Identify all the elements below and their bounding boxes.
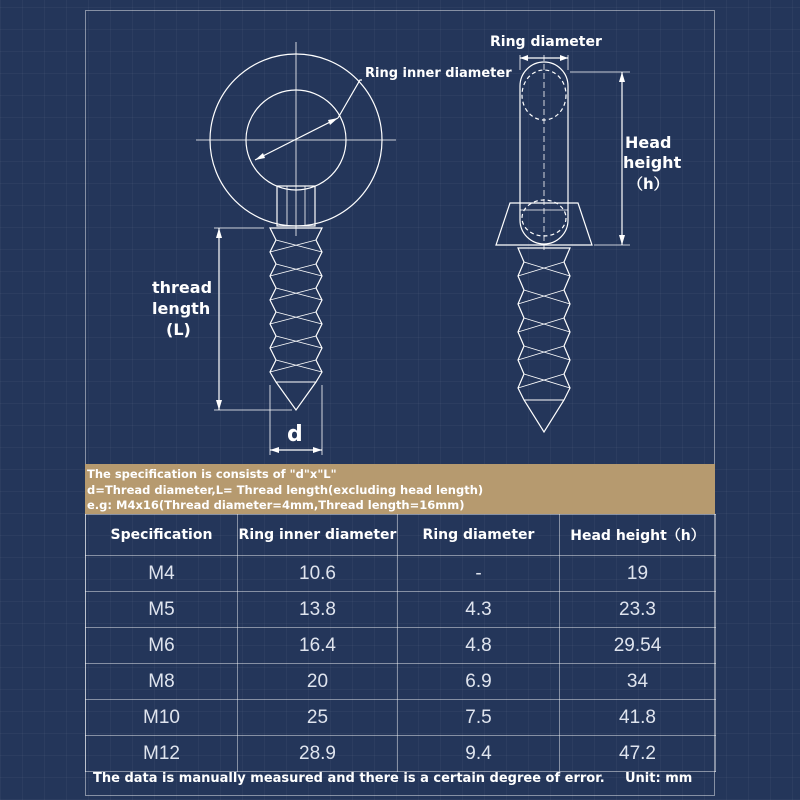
cell-ring-diameter: 6.9	[398, 664, 560, 700]
thread-length-label-line2: length	[152, 299, 211, 318]
cell-specification: M12	[86, 736, 238, 772]
side-thread	[518, 248, 570, 432]
table-row	[86, 628, 716, 664]
table-row	[86, 592, 716, 628]
thread-diameter-label: d	[287, 422, 303, 447]
arrowhead	[255, 153, 265, 160]
cell-head-height: 34	[560, 664, 716, 700]
leader-line	[338, 80, 362, 118]
cell-ring-inner-diameter: 20	[238, 664, 398, 700]
cell-head-height: 29.54	[560, 628, 716, 664]
note-line-2: d=Thread diameter,L= Thread length(excluding head length)	[87, 482, 484, 497]
footer	[85, 762, 715, 796]
head-height-label-line1: Head	[625, 133, 672, 152]
cell-ring-inner-diameter: 13.8	[238, 592, 398, 628]
ring-inner-diameter-label: Ring inner diameter	[365, 66, 512, 81]
table-row	[86, 664, 716, 700]
cell-specification: M8	[86, 664, 238, 700]
note-line-3: e.g: M4x16(Thread diameter=4mm,Thread length=16mm)	[87, 498, 465, 512]
spec-table	[85, 514, 716, 772]
header-head-height: Head height（h）	[560, 515, 716, 556]
thread-length-label-line1: thread	[152, 278, 213, 297]
head-height-label-line3: （h）	[628, 175, 669, 193]
cell-head-height: 23.3	[560, 592, 716, 628]
header-ring-inner-diameter: Ring inner diameter	[238, 515, 398, 556]
cell-ring-diameter: -	[398, 556, 560, 592]
cell-head-height: 19	[560, 556, 716, 592]
cell-head-height: 47.2	[560, 736, 716, 772]
cell-ring-diameter: 9.4	[398, 736, 560, 772]
table-header-row	[86, 515, 716, 556]
cell-specification: M4	[86, 556, 238, 592]
cell-ring-inner-diameter: 28.9	[238, 736, 398, 772]
inner-diameter-arrow	[255, 118, 338, 160]
footer-disclaimer: The data is manually measured and there is a certain degree of error.	[93, 771, 605, 786]
cell-ring-diameter: 4.8	[398, 628, 560, 664]
ring-diameter-label: Ring diameter	[490, 34, 602, 50]
note-line-1: The specification is consists of "d"x"L"	[87, 467, 337, 481]
cell-ring-inner-diameter: 10.6	[238, 556, 398, 592]
cell-specification: M6	[86, 628, 238, 664]
thread-length-label-line3: (L)	[166, 320, 191, 339]
footer-unit: Unit: mm	[625, 771, 693, 786]
head-height-label-line2: height	[623, 153, 682, 172]
front-view-eye-bolt	[196, 42, 396, 455]
front-thread	[270, 228, 322, 410]
cell-ring-diameter: 7.5	[398, 700, 560, 736]
ring-side	[520, 62, 568, 244]
cell-specification: M10	[86, 700, 238, 736]
side-view-eye-bolt	[496, 55, 630, 432]
cell-ring-inner-diameter: 25	[238, 700, 398, 736]
cell-specification: M5	[86, 592, 238, 628]
header-ring-diameter: Ring diameter	[398, 515, 560, 556]
arrowhead	[328, 118, 338, 125]
cell-ring-diameter: 4.3	[398, 592, 560, 628]
cell-ring-inner-diameter: 16.4	[238, 628, 398, 664]
table-row	[86, 556, 716, 592]
specification-note	[85, 464, 715, 514]
table-row	[86, 700, 716, 736]
cell-head-height: 41.8	[560, 700, 716, 736]
header-specification: Specification	[86, 515, 238, 556]
